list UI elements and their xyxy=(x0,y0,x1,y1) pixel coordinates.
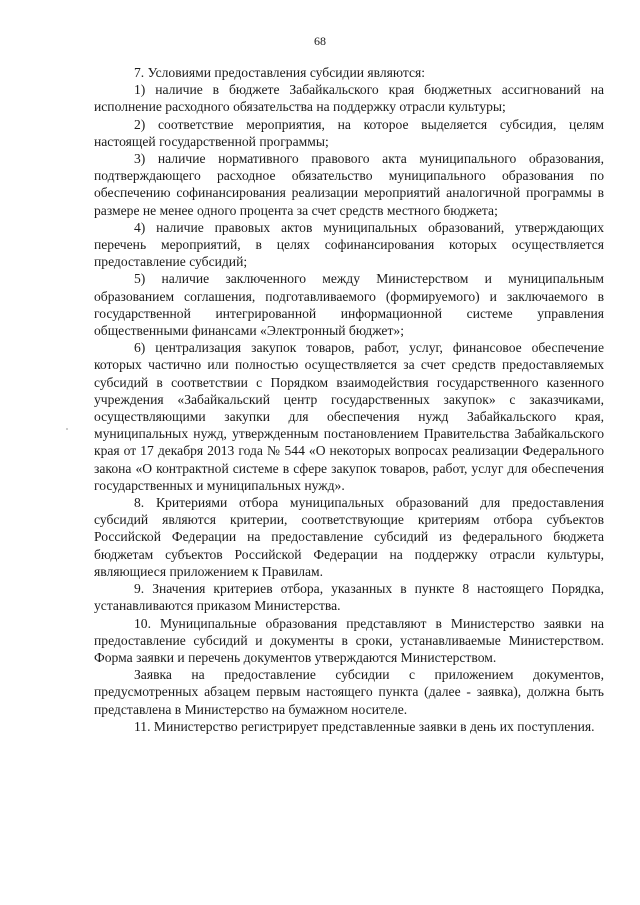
paragraph-8: 8. Критериями отбора муниципальных образований для предоставления субсидий являются критерии, соответствующие критериям отбора субъектов Российской Федерации на предоставление субсидий из федерального бюджета бюджетам субъектов Российской Федерации на поддержку отрасли культуры, являющиеся приложением к Правилам. xyxy=(94,495,604,579)
page-number: 68 xyxy=(314,34,326,48)
paragraph-7-item-4: 4) наличие правовых актов муниципальных образований, утверждающих перечень мероприятий, в целях софинансирования которых осуществляется предоставление субсидий; xyxy=(94,219,604,270)
paragraph-7-item-6: 6) централизация закупок товаров, работ, услуг, финансовое обеспечение которых частично или полностью осуществляется за счет средств предоставляемых субсидий в соответствии с Порядком взаимодействия государственного казенного учреждения «Забайкальский центр государственных закупок» с заказчиками, осуществляющими закупки для обеспечения нужд Забайкальского края, муниципальных нужд, утвержденным постановлением Правительства Забайкальского края от 17 декабря 2013 года № 544 «О некоторых вопросах реализации Федерального закона «О контрактной системе в сфере закупок товаров, работ, услуг для обеспечения государственных и муниципальных нужд». xyxy=(94,340,604,493)
paragraph-10-application: Заявка на предоставление субсидии с приложением документов, предусмотренных абзацем первым настоящего пункта (далее - заявка), должна быть представлена в Министерство на бумажном носителе. xyxy=(94,667,604,717)
paragraph-7-heading: 7. Условиями предоставления субсидии являются: xyxy=(134,65,426,80)
paragraph-7-item-5: 5) наличие заключенного между Министерством и муниципальным образованием соглашения, подготавливаемого (формируемого) и заключаемого в государственной интегрированной информационной системе управления общественными финансами «Электронный бюджет»; xyxy=(94,271,604,339)
paragraph-10: 10. Муниципальные образования представляют в Министерство заявки на предоставление субсидий и документы в сроки, устанавливаемые Министерством. Форма заявки и перечень документов утверждаются Министерством. xyxy=(94,615,604,665)
paragraph-7-item-3: 3) наличие нормативного правового акта муниципального образования, подтверждающего расходное обязательство муниципального образования по обеспечению софинансирования реализации мероприятий аналогичной программы в размере не менее одного процента за счет средств местного бюджета; xyxy=(94,151,604,218)
paragraph-9: 9. Значения критериев отбора, указанных в пункте 8 настоящего Порядка, устанавливаются приказом Министерства. xyxy=(94,581,604,614)
margin-mark xyxy=(66,428,68,430)
paragraph-11: 11. Министерство регистрирует представленные заявки в день их поступления. xyxy=(134,718,595,734)
paragraph-7-item-1: 1) наличие в бюджете Забайкальского края бюджетных ассигнований на исполнение расходного обязательства на поддержку отрасли культуры; xyxy=(94,82,604,115)
paragraph-7-item-2: 2) соответствие мероприятия, на которое выделяется субсидия, целям настоящей государственной программы; xyxy=(94,116,604,149)
document-body xyxy=(94,64,604,735)
